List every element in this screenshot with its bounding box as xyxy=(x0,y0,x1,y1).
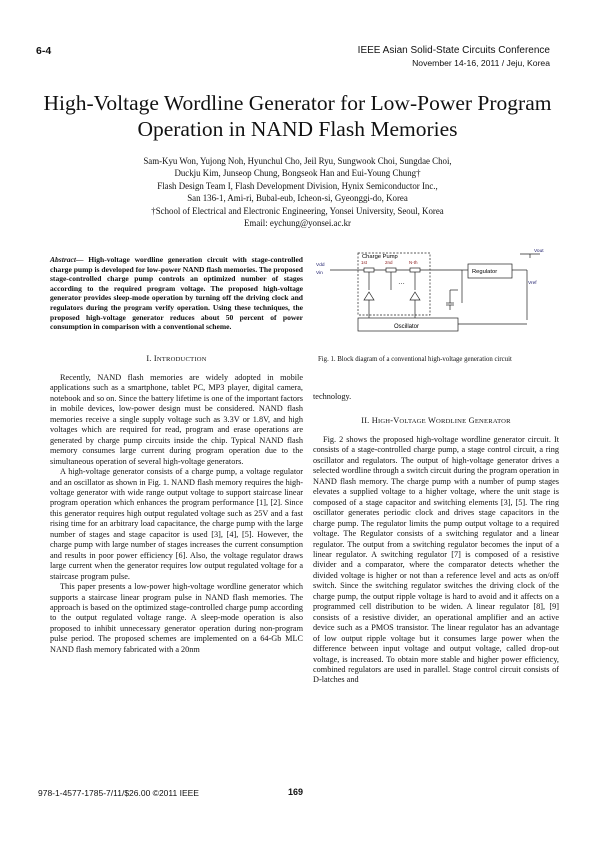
author-block xyxy=(40,155,555,229)
charge-pump-label: Charge Pump xyxy=(362,254,398,260)
vdd-label: Vdd xyxy=(316,263,325,268)
stage-n-label: N-th xyxy=(409,260,418,265)
footer-isbn: 978-1-4577-1785-7/11/$26.00 ©2011 IEEE xyxy=(38,788,199,798)
regulator-label: Regulator xyxy=(472,269,498,275)
paper-title: High-Voltage Wordline Generator for Low-Power Program Operation in NAND Flash Memories xyxy=(43,91,552,141)
figure-1-diagram xyxy=(312,248,564,346)
conference-name: IEEE Asian Solid-State Circuits Conference xyxy=(357,45,550,56)
affiliation-3: †School of Electrical and Electronic Engineering, Yonsei University, Seoul, Korea xyxy=(151,205,444,216)
stage-2-label: 2nd xyxy=(385,260,393,265)
vout-label: Vout xyxy=(534,249,544,254)
paragraph: This paper presents a low-power high-voltage wordline generator which supports a staircase linear program pulse in NAND flash memories. The approach is based on the optimized stage-controlled charge pump according to the output regulated voltage range. A sleep-mode operation is also proposed to inhibit unnecessary generator operation during non-program pulse period. The proposed schemes are implemented on a 64-Gb MLC NAND flash memory fabricated with a 20nm xyxy=(50,582,303,654)
section-2-heading: II. HIGH-VOLTAGE WORDLINE GENERATOR xyxy=(361,416,511,425)
paragraph: Fig. 2 shows the proposed high-voltage wordline generator circuit. It consists of a stage-controlled charge pump, a stage control circuit, a ring oscillator and regulators. The output of high-voltage generator drives a selected wordline through a switch circuit during the program operation in NAND flash memory. The charge pump with a number of pump stages elevates a supplied voltage to a higher voltage, where the unit stage is composed of a stage capacitor and switching elements [3], [5]. The ring oscillator generates periodic clock and drives stage capacitors in the charge pump. The regulator limits the pump output voltage to a required voltage. The Regulator consists of a switching regulator and a linear regulator. The output from a switching regulator becomes the input of a linear regulator. A switching regulator [7] is composed of a resistive divider and a comparator, where the comparator detects whether the divided voltage is higher or not than a reference level and acts as on/off switch. Since the switching regulator switches the driving clock of the charge pump, the output ripple voltage is hard to avoid and it affects on a programmed cell distribution to be widen. A linear regulator [8], [9] consists of a resistive divider, an operational amplifier and an active device such as a PMOS transistor. The linear regulator has an advantage of low output ripple voltage but it consumes large power when the difference between input voltage and output voltage, called drop-out voltage, is increased. To obtain more stable and higher power efficiency, combined regulators are used in parallel. Stage control circuit consists of D-latches and xyxy=(313,435,559,685)
abstract xyxy=(50,255,303,332)
conference-header xyxy=(358,44,550,70)
section-1-continuation: technology. xyxy=(313,392,352,401)
page-number: 169 xyxy=(288,787,304,797)
author-names-1: Sam-Kyu Won, Yujong Noh, Hyunchul Cho, Jeil Ryu, Sungwook Choi, Sungdae Choi, xyxy=(143,156,452,166)
author-email: Email: eychung@yonsei.ac.kr xyxy=(244,218,351,229)
figure-1-caption: Fig. 1. Block diagram of a conventional high-voltage generation circuit xyxy=(318,356,512,363)
author-names-2: Duckju Kim, Junseop Chung, Bongseok Han and Eui-Young Chung† xyxy=(174,168,421,179)
vref-label: Vref xyxy=(528,281,537,286)
section-1-heading: I. INTRODUCTION xyxy=(146,354,207,363)
paragraph: A high-voltage generator consists of a charge pump, a voltage regulator and an oscillator as shown in Fig. 1. NAND flash memory requires the high-voltage generator with wide range output voltage to support staircase linear program operation which enhances the program performance [1], [2]. Since this generator requires high output regulated voltage such as 25V and a fast rising time for an arbitrary load capacitance, the charge pump with the large number of stages and stage capacitor is used [3], [4], [5]. However, the charge pump with large number of stages increases the current consumption and results in poor power efficiency [6]. Also, the voltage regulator draws large current when the generator requires low output regulated voltage for a staircase program pulse. xyxy=(50,467,303,581)
session-number: 6-4 xyxy=(36,45,52,57)
conference-date: November 14-16, 2011 / Jeju, Korea xyxy=(412,58,550,68)
stage-ellipsis: … xyxy=(398,279,405,286)
paragraph: Recently, NAND flash memories are widely adopted in mobile applications such as a smartphone, tablet PC, MP3 player, digital camera, notebook and so on. Since the battery lifetime is one of the important factors in mobile devices, low-power design must be considered. NAND flash memories receive a single supply voltage such as 3.3V or 1.8V, and high voltages which are required for read, program and erase operations are generated by charge pump circuits inside the chip. Typical NAND flash memory consumes large current during program operation due to the simultaneous operation of several high-voltage generators. xyxy=(50,373,303,466)
abstract-text: High-voltage wordline generation circuit with stage-controlled charge pump is developed for low-power NAND flash memories. The proposed stage-controlled charge pump controls an optimized number of stages according to the required program voltage. The proposed high-voltage generator provides sleep-mode operation by turning off the driving clock and regulators during the program verify operation. Using these techniques, the proposed high-voltage generator reduces about 50 percent of power consumption in comparison with a conventional scheme. xyxy=(50,255,303,332)
vin-label: Vin xyxy=(316,271,323,276)
affiliation-1: Flash Design Team I, Flash Development Division, Hynix Semiconductor Inc., xyxy=(157,180,438,191)
oscillator-label: Oscillator xyxy=(394,324,420,330)
affiliation-2: San 136-1, Ami-ri, Bubal-eub, Icheon-si, Gyeonggi-do, Korea xyxy=(187,193,408,204)
section-1-body xyxy=(50,373,303,655)
section-2-body xyxy=(313,435,559,686)
stage-1-label: 1st xyxy=(361,260,368,265)
abstract-label: Abstract— xyxy=(50,255,84,264)
